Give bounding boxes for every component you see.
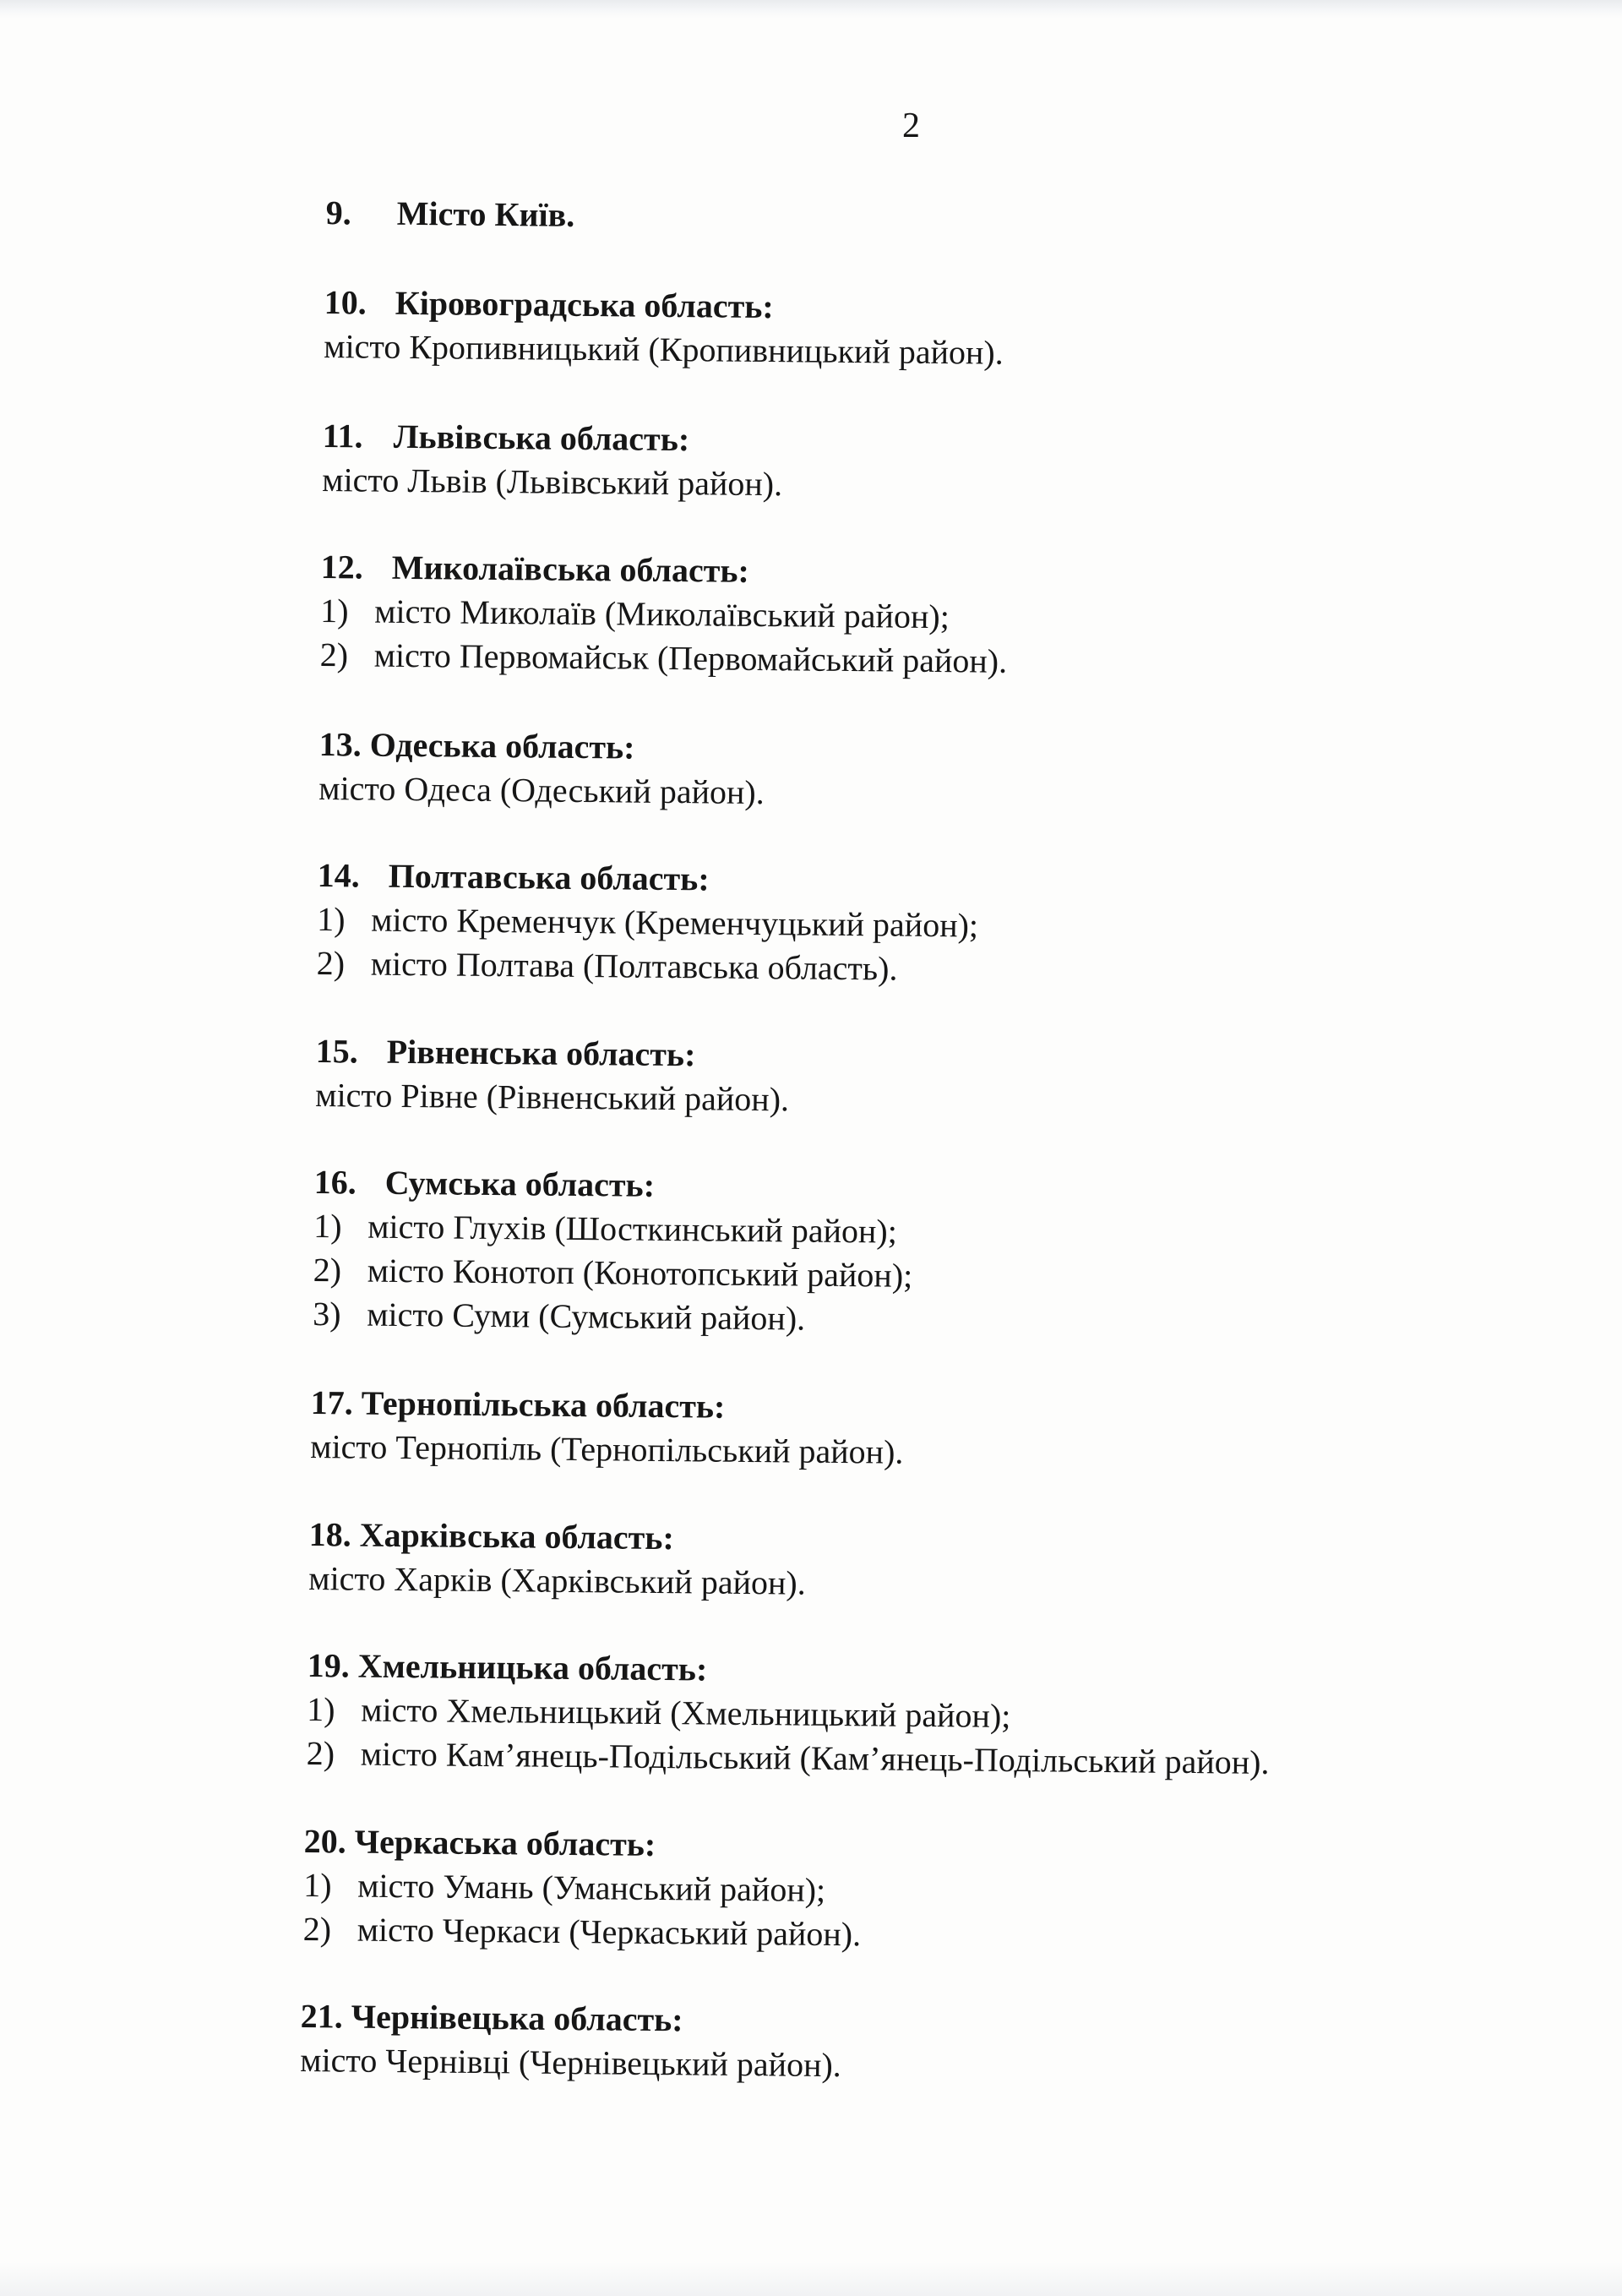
section-number: 21.: [300, 1996, 343, 2036]
list-item-text: місто Хмельницький (Хмельницький район);: [361, 1690, 1011, 1735]
list-item-text: місто Кам’янець-Подільський (Кам’янець-Подільський район).: [360, 1734, 1270, 1781]
city-line: місто Львів (Львівський район).: [322, 460, 783, 504]
section-poltava: [317, 854, 1585, 997]
section-odesa: [318, 723, 1587, 822]
city-line: місто Одеса (Одеський район).: [318, 768, 765, 812]
section-heading: [326, 191, 1593, 247]
section-title: Одеська область:: [369, 725, 635, 766]
section-number: 11.: [322, 416, 363, 455]
list-item-text: місто Кременчук (Кременчуцький район);: [371, 900, 979, 945]
list-item-text: місто Миколаїв (Миколаївський район);: [374, 592, 950, 636]
section-title: Полтавська область:: [388, 856, 710, 898]
list-marker: 1): [320, 591, 349, 630]
section-number: 10.: [324, 282, 367, 322]
list-marker: 3): [313, 1294, 341, 1333]
list-marker: 1): [317, 899, 346, 939]
section-title: Рівненська область:: [386, 1032, 696, 1074]
section-title: Сумська область:: [384, 1163, 656, 1204]
section-kyiv: [326, 191, 1593, 247]
section-rivne: [315, 1029, 1583, 1129]
section-ternopil: [310, 1381, 1578, 1481]
list-marker: 2): [316, 943, 346, 983]
section-title: Харківська область:: [359, 1515, 675, 1557]
list-marker: 1): [303, 1865, 332, 1905]
list-item-text: місто Глухів (Шосткинський район);: [367, 1207, 898, 1251]
section-number: 19.: [307, 1645, 350, 1685]
city-line: місто Рівне (Рівненський район).: [315, 1075, 790, 1119]
section-title: Миколаївська область:: [391, 548, 750, 590]
section-kharkiv: [308, 1513, 1576, 1612]
section-title: Кіровоградська область:: [395, 283, 774, 326]
list-marker: 2): [313, 1250, 342, 1290]
section-title: Місто Київ.: [396, 194, 575, 234]
section-kirovohrad: [324, 281, 1592, 380]
section-title: Львівська область:: [393, 417, 690, 459]
list-marker: 1): [313, 1206, 342, 1246]
list-marker: 1): [307, 1689, 335, 1729]
section-title: Тернопільська область:: [361, 1383, 726, 1426]
city-line: місто Чернівці (Чернівецький район).: [300, 2040, 842, 2085]
city-line: місто Харків (Харківський район).: [308, 1558, 806, 1602]
section-number: 20.: [303, 1821, 346, 1861]
section-title: Чернівецька область:: [351, 1997, 683, 2039]
list-item-text: місто Умань (Уманський район);: [357, 1866, 826, 1909]
section-number: 12.: [320, 547, 363, 586]
section-number: 9.: [325, 193, 351, 232]
section-lviv: [322, 414, 1590, 514]
section-number: 13.: [318, 724, 362, 764]
section-number: 15.: [315, 1031, 358, 1071]
section-cherkasy: [303, 1819, 1571, 1963]
section-number: 16.: [313, 1162, 357, 1202]
list-item-text: місто Конотоп (Конотопський район);: [367, 1251, 913, 1295]
list-item-text: місто Полтава (Полтавська область).: [370, 944, 898, 988]
city-line: місто Кропивницький (Кропивницький район).: [324, 326, 1004, 372]
section-mykolaiv: [320, 545, 1588, 689]
list-marker: 2): [319, 635, 349, 674]
list-marker: 2): [306, 1733, 335, 1773]
section-sumy: [313, 1160, 1581, 1348]
list-item-text: місто Черкаси (Черкаський район).: [357, 1910, 862, 1954]
section-number: 18.: [308, 1514, 351, 1554]
list-item-text: місто Первомайськ (Первомайський район).: [373, 635, 1008, 680]
list-item-text: місто Суми (Сумський район).: [367, 1295, 806, 1338]
section-khmelnytskyi: [307, 1644, 1575, 1787]
section-title: Черкаська область:: [354, 1822, 656, 1863]
section-number: 14.: [317, 855, 360, 895]
city-line: місто Тернопіль (Тернопільський район).: [310, 1426, 904, 1471]
section-number: 17.: [310, 1383, 353, 1422]
section-chernivtsi: [300, 1994, 1568, 2094]
list-marker: 2): [302, 1909, 332, 1949]
page-number: 2: [902, 106, 920, 145]
section-title: Хмельницька область:: [357, 1646, 708, 1688]
